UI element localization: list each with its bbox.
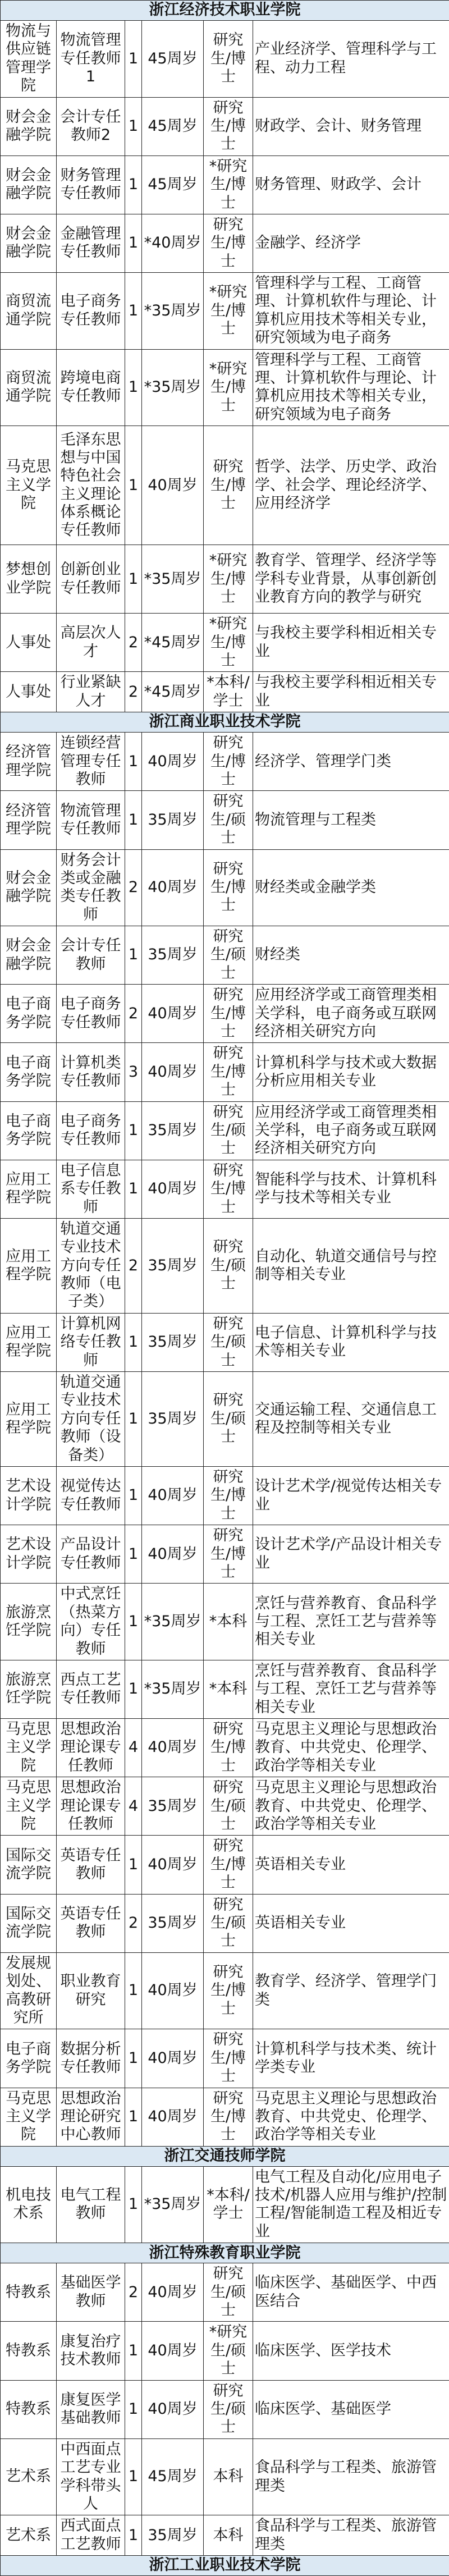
headcount-cell: 1: [125, 1160, 142, 1218]
dept-cell: 艺术设计学院: [1, 1467, 57, 1525]
major-cell: 自动化、轨道交通信号与控制等相关专业: [253, 1218, 449, 1313]
headcount-cell: 2: [125, 614, 142, 672]
table-row: [1, 614, 449, 672]
post-cell: 电气工程教师: [57, 2166, 125, 2243]
major-cell: 食品科学与工程类、旅游管理类: [253, 2438, 449, 2515]
dept-cell: 国际交流学院: [1, 1894, 57, 1952]
post-cell: 康复治疗技术教师: [57, 2322, 125, 2380]
table-row: [1, 1525, 449, 1584]
age-limit-cell: 40周岁: [142, 2029, 204, 2088]
table-row: [1, 926, 449, 985]
headcount-cell: 1: [125, 349, 142, 426]
major-cell: 马克思主义理论与思想政治教育、中共党史、伦理学、政治学等相关专业: [253, 1777, 449, 1836]
post-cell: 产品设计专任教师: [57, 1525, 125, 1584]
major-cell: 产业经济学、管理科学与工程、动力工程: [253, 21, 449, 98]
education-cell: 研究生/博士: [204, 1952, 253, 2029]
major-cell: 财务管理、财政学、会计: [253, 155, 449, 214]
age-limit-cell: 40周岁: [142, 2380, 204, 2438]
post-cell: 金融管理专任教师: [57, 214, 125, 272]
major-cell: 计算机科学与技术类、统计学类专业: [253, 2029, 449, 2088]
post-cell: 会计专任教师2: [57, 97, 125, 155]
post-cell: 电子信息系专任教师: [57, 1160, 125, 1218]
education-cell: *本科: [204, 1660, 253, 1718]
age-limit-cell: 40周岁: [142, 849, 204, 926]
post-cell: 物流管理专任教师: [57, 791, 125, 849]
major-cell: 教育学、管理学、经济学等学科专业背景，从事创新创业教育方向的教学与研究: [253, 545, 449, 614]
age-limit-cell: 40周岁: [142, 2263, 204, 2322]
table-row: [1, 985, 449, 1043]
headcount-cell: 1: [125, 426, 142, 545]
table-row: [1, 1584, 449, 1660]
education-cell: *研究生/硕士: [204, 2322, 253, 2380]
post-cell: 跨境电商专任教师: [57, 349, 125, 426]
major-cell: 设计艺术学/视觉传达相关专业: [253, 1467, 449, 1525]
age-limit-cell: 40周岁: [142, 2322, 204, 2380]
major-cell: 智能科学与技术、计算机科学与技术等相关专业: [253, 1160, 449, 1218]
education-cell: 研究生/硕士: [204, 1777, 253, 1836]
headcount-cell: 1: [125, 1584, 142, 1660]
age-limit-cell: 40周岁: [142, 1719, 204, 1777]
education-cell: *研究生/博士: [204, 273, 253, 350]
major-cell: 烹饪与营养教育、食品科学与工程、烹饪工艺与营养等相关专业: [253, 1584, 449, 1660]
headcount-cell: 2: [125, 1218, 142, 1313]
education-cell: 研究生/硕士: [204, 2380, 253, 2438]
headcount-cell: 1: [125, 1467, 142, 1525]
post-cell: 西式面点工艺教师: [57, 2515, 125, 2556]
post-cell: 连锁经营管理专任教师: [57, 733, 125, 791]
major-cell: 财经类或金融学类: [253, 849, 449, 926]
age-limit-cell: 40周岁: [142, 1952, 204, 2029]
education-cell: 研究生/博士: [204, 1525, 253, 1584]
dept-cell: 艺术系: [1, 2438, 57, 2515]
dept-cell: 财会金融学院: [1, 849, 57, 926]
age-limit-cell: 35周岁: [142, 1894, 204, 1952]
dept-cell: 电子商务学院: [1, 2029, 57, 2088]
major-cell: 临床医学、基础医学、中西医结合: [253, 2263, 449, 2322]
education-cell: *本科: [204, 1584, 253, 1660]
headcount-cell: 1: [125, 155, 142, 214]
major-cell: 马克思主义理论与思想政治教育、中共党史、伦理学、政治学等相关专业: [253, 2088, 449, 2146]
dept-cell: 商贸流通学院: [1, 273, 57, 350]
education-cell: 研究生/博士: [204, 849, 253, 926]
headcount-cell: 1: [125, 1101, 142, 1160]
major-cell: 电气工程及自动化/应用电子技术/机器人应用与维护/控制工程/智能制造工程及相近专业: [253, 2166, 449, 2243]
headcount-cell: 1: [125, 214, 142, 272]
education-cell: 研究生/博士: [204, 1043, 253, 1101]
table-row: [1, 1101, 449, 1160]
dept-cell: 特教系: [1, 2380, 57, 2438]
dept-cell: 发展规划处、高教研究所: [1, 1952, 57, 2029]
dept-cell: 电子商务学院: [1, 1043, 57, 1101]
headcount-cell: 2: [125, 985, 142, 1043]
post-cell: 视觉传达专任教师: [57, 1467, 125, 1525]
dept-cell: 机电技术系: [1, 2166, 57, 2243]
major-cell: 英语相关专业: [253, 1836, 449, 1894]
major-cell: 设计艺术学/产品设计相关专业: [253, 1525, 449, 1584]
table-row: [1, 1160, 449, 1218]
post-cell: 英语专任教师: [57, 1894, 125, 1952]
table-row: [1, 2029, 449, 2088]
dept-cell: 应用工程学院: [1, 1160, 57, 1218]
table-row: [1, 1043, 449, 1101]
post-cell: 英语专任教师: [57, 1836, 125, 1894]
table-row: [1, 1719, 449, 1777]
education-cell: 研究生/博士: [204, 2029, 253, 2088]
major-cell: 应用经济学或工商管理类相关学科，电子商务或互联网经济相关研究方向: [253, 985, 449, 1043]
education-cell: 研究生/博士: [204, 985, 253, 1043]
school-name: 浙江工业职业技术学院: [1, 2556, 449, 2576]
major-cell: 食品科学与工程类、旅游管理类: [253, 2515, 449, 2556]
headcount-cell: 1: [125, 2088, 142, 2146]
dept-cell: 马克思主义学院: [1, 426, 57, 545]
dept-cell: 艺术设计学院: [1, 1525, 57, 1584]
education-cell: 研究生/博士: [204, 97, 253, 155]
major-cell: 英语相关专业: [253, 1894, 449, 1952]
table-row: [1, 1777, 449, 1836]
dept-cell: 艺术系: [1, 2515, 57, 2556]
table-row: [1, 97, 449, 155]
post-cell: 中式烹饪（热菜方向）专任教师: [57, 1584, 125, 1660]
table-row: [1, 2088, 449, 2146]
headcount-cell: 1: [125, 2322, 142, 2380]
school-header-row: [1, 1, 449, 21]
education-cell: 研究生/博士: [204, 1160, 253, 1218]
headcount-cell: 1: [125, 2515, 142, 2556]
post-cell: 职业教育研究: [57, 1952, 125, 2029]
headcount-cell: 2: [125, 1894, 142, 1952]
education-cell: 研究生/硕士: [204, 2263, 253, 2322]
table-row: [1, 214, 449, 272]
major-cell: 哲学、法学、历史学、政治学、社会学、理论经济学、应用经济学: [253, 426, 449, 545]
post-cell: 电子商务专任教师: [57, 1101, 125, 1160]
major-cell: 计算机科学与技术或大数据分析应用相关专业: [253, 1043, 449, 1101]
education-cell: 研究生/博士: [204, 214, 253, 272]
school-header-row: [1, 2146, 449, 2166]
school-name: 浙江经济技术职业学院: [1, 1, 449, 21]
education-cell: *研究生/博士: [204, 349, 253, 426]
school-name: 浙江交通技师学院: [1, 2146, 449, 2166]
dept-cell: 特教系: [1, 2263, 57, 2322]
post-cell: 毛泽东思想与中国特色社会主义理论体系概论专任教师: [57, 426, 125, 545]
age-limit-cell: 35周岁: [142, 1777, 204, 1836]
headcount-cell: 1: [125, 1660, 142, 1718]
education-cell: 研究生/硕士: [204, 1894, 253, 1952]
school-header-row: [1, 712, 449, 733]
dept-cell: 应用工程学院: [1, 1313, 57, 1371]
headcount-cell: 1: [125, 2380, 142, 2438]
education-cell: 研究生/硕士: [204, 926, 253, 985]
major-cell: 临床医学、医学技术: [253, 2322, 449, 2380]
headcount-cell: 1: [125, 97, 142, 155]
table-row: [1, 1313, 449, 1371]
headcount-cell: 1: [125, 1836, 142, 1894]
age-limit-cell: 35周岁: [142, 926, 204, 985]
education-cell: *研究生/博士: [204, 545, 253, 614]
age-limit-cell: *40周岁: [142, 214, 204, 272]
table-row: [1, 1218, 449, 1313]
headcount-cell: 4: [125, 1719, 142, 1777]
age-limit-cell: *45周岁: [142, 672, 204, 712]
age-limit-cell: 45周岁: [142, 155, 204, 214]
table-row: [1, 1467, 449, 1525]
table-row: [1, 1894, 449, 1952]
major-cell: 金融学、经济学: [253, 214, 449, 272]
school-name: 浙江特殊教育职业学院: [1, 2243, 449, 2263]
education-cell: *研究生/博士: [204, 155, 253, 214]
table-row: [1, 1836, 449, 1894]
school-header-row: [1, 2243, 449, 2263]
major-cell: 临床医学、基础医学: [253, 2380, 449, 2438]
education-cell: 研究生/博士: [204, 733, 253, 791]
headcount-cell: 2: [125, 672, 142, 712]
table-row: [1, 2322, 449, 2380]
table-row: [1, 1372, 449, 1467]
education-cell: 研究生/博士: [204, 426, 253, 545]
dept-cell: 物流与供应链管理学院: [1, 21, 57, 98]
dept-cell: 经济管理学院: [1, 791, 57, 849]
age-limit-cell: 35周岁: [142, 1313, 204, 1371]
age-limit-cell: *35周岁: [142, 2166, 204, 2243]
dept-cell: 财会金融学院: [1, 97, 57, 155]
age-limit-cell: 35周岁: [142, 2515, 204, 2556]
headcount-cell: 1: [125, 2166, 142, 2243]
age-limit-cell: 40周岁: [142, 733, 204, 791]
dept-cell: 经济管理学院: [1, 733, 57, 791]
table-row: [1, 2263, 449, 2322]
dept-cell: 财会金融学院: [1, 926, 57, 985]
post-cell: 电子商务专任教师: [57, 273, 125, 350]
headcount-cell: 1: [125, 2438, 142, 2515]
dept-cell: 商贸流通学院: [1, 349, 57, 426]
table-row: [1, 791, 449, 849]
age-limit-cell: 45周岁: [142, 2438, 204, 2515]
education-cell: 研究生/博士: [204, 2088, 253, 2146]
education-cell: 本科: [204, 2438, 253, 2515]
post-cell: 高层次人才: [57, 614, 125, 672]
post-cell: 数据分析专任教师: [57, 2029, 125, 2088]
education-cell: 研究生/硕士: [204, 791, 253, 849]
post-cell: 思想政治理论课专任教师: [57, 1719, 125, 1777]
age-limit-cell: *35周岁: [142, 349, 204, 426]
major-cell: 财经类: [253, 926, 449, 985]
age-limit-cell: 40周岁: [142, 1525, 204, 1584]
table-row: [1, 155, 449, 214]
dept-cell: 财会金融学院: [1, 155, 57, 214]
post-cell: 创新创业专任教师: [57, 545, 125, 614]
age-limit-cell: 40周岁: [142, 2088, 204, 2146]
dept-cell: 电子商务学院: [1, 985, 57, 1043]
education-cell: 研究生/博士: [204, 21, 253, 98]
headcount-cell: 1: [125, 545, 142, 614]
school-name: 浙江商业职业技术学院: [1, 712, 449, 733]
age-limit-cell: 40周岁: [142, 1160, 204, 1218]
headcount-cell: 1: [125, 1372, 142, 1467]
education-cell: 研究生/硕士: [204, 1313, 253, 1371]
age-limit-cell: *35周岁: [142, 545, 204, 614]
age-limit-cell: 40周岁: [142, 1467, 204, 1525]
table-row: [1, 1952, 449, 2029]
age-limit-cell: 45周岁: [142, 21, 204, 98]
post-cell: 思想政治理论研究中心教师: [57, 2088, 125, 2146]
headcount-cell: 2: [125, 2263, 142, 2322]
major-cell: 与我校主要学科相近相关专业: [253, 614, 449, 672]
headcount-cell: 1: [125, 733, 142, 791]
table-row: [1, 672, 449, 712]
age-limit-cell: 40周岁: [142, 985, 204, 1043]
headcount-cell: 1: [125, 1525, 142, 1584]
education-cell: 研究生/硕士: [204, 1101, 253, 1160]
major-cell: 应用经济学或工商管理类相关学科，电子商务或互联网经济相关研究方向: [253, 1101, 449, 1160]
headcount-cell: 1: [125, 1952, 142, 2029]
dept-cell: 马克思主义学院: [1, 2088, 57, 2146]
dept-cell: 财会金融学院: [1, 214, 57, 272]
dept-cell: 马克思主义学院: [1, 1719, 57, 1777]
education-cell: 研究生/博士: [204, 1836, 253, 1894]
post-cell: 计算机网络专任教师: [57, 1313, 125, 1371]
dept-cell: 电子商务学院: [1, 1101, 57, 1160]
major-cell: 经济学、管理学门类: [253, 733, 449, 791]
table-row: [1, 545, 449, 614]
table-row: [1, 349, 449, 426]
age-limit-cell: 40周岁: [142, 426, 204, 545]
major-cell: 马克思主义理论与思想政治教育、中共党史、伦理学、政治学等相关专业: [253, 1719, 449, 1777]
post-cell: 会计专任教师: [57, 926, 125, 985]
headcount-cell: 4: [125, 1777, 142, 1836]
education-cell: *研究生/博士: [204, 614, 253, 672]
age-limit-cell: 35周岁: [142, 791, 204, 849]
age-limit-cell: 35周岁: [142, 1372, 204, 1467]
age-limit-cell: 40周岁: [142, 1836, 204, 1894]
table-row: [1, 273, 449, 350]
post-cell: 计算机类专任教师: [57, 1043, 125, 1101]
age-limit-cell: 35周岁: [142, 1218, 204, 1313]
major-cell: 管理科学与工程、工商管理、计算机软件与理论、计算机应用技术等相关专业，研究领域为电子商务: [253, 273, 449, 350]
headcount-cell: 1: [125, 273, 142, 350]
post-cell: 轨道交通专业技术方向专任教师（设备类）: [57, 1372, 125, 1467]
headcount-cell: 1: [125, 2029, 142, 2088]
headcount-cell: 1: [125, 21, 142, 98]
post-cell: 财务管理专任教师: [57, 155, 125, 214]
age-limit-cell: 35周岁: [142, 1101, 204, 1160]
age-limit-cell: *35周岁: [142, 1584, 204, 1660]
major-cell: 财政学、会计、财务管理: [253, 97, 449, 155]
headcount-cell: 1: [125, 791, 142, 849]
table-row: [1, 426, 449, 545]
table-row: [1, 2515, 449, 2556]
major-cell: 烹饪与营养教育、食品科学与工程、烹饪工艺与营养等相关专业: [253, 1660, 449, 1718]
dept-cell: 人事处: [1, 672, 57, 712]
education-cell: 研究生/硕士: [204, 1372, 253, 1467]
headcount-cell: 2: [125, 849, 142, 926]
table-row: [1, 849, 449, 926]
dept-cell: 马克思主义学院: [1, 1777, 57, 1836]
table-row: [1, 2166, 449, 2243]
post-cell: 轨道交通专业技术方向专任教师（电子类）: [57, 1218, 125, 1313]
dept-cell: 梦想创业学院: [1, 545, 57, 614]
headcount-cell: 3: [125, 1043, 142, 1101]
education-cell: 本科: [204, 2515, 253, 2556]
education-cell: 研究生/博士: [204, 1719, 253, 1777]
table-row: [1, 21, 449, 98]
dept-cell: 特教系: [1, 2322, 57, 2380]
post-cell: 中西面点工艺专业学科带头人: [57, 2438, 125, 2515]
post-cell: 思想政治理论课专任教师: [57, 1777, 125, 1836]
age-limit-cell: *35周岁: [142, 1660, 204, 1718]
post-cell: 行业紧缺人才: [57, 672, 125, 712]
age-limit-cell: *45周岁: [142, 614, 204, 672]
major-cell: 物流管理与工程类: [253, 791, 449, 849]
post-cell: 财务会计类或金融类专任教师: [57, 849, 125, 926]
education-cell: 研究生/硕士: [204, 1218, 253, 1313]
dept-cell: 人事处: [1, 614, 57, 672]
major-cell: 与我校主要学科相近相关专业: [253, 672, 449, 712]
dept-cell: 国际交流学院: [1, 1836, 57, 1894]
dept-cell: 应用工程学院: [1, 1372, 57, 1467]
major-cell: 教育学、经济学、管理学门类: [253, 1952, 449, 2029]
table-row: [1, 2438, 449, 2515]
table-row: [1, 1660, 449, 1718]
education-cell: *本科/学士: [204, 2166, 253, 2243]
age-limit-cell: *35周岁: [142, 273, 204, 350]
table-row: [1, 733, 449, 791]
school-header-row: [1, 2556, 449, 2576]
post-cell: 康复医学基础教师: [57, 2380, 125, 2438]
education-cell: *本科/学士: [204, 672, 253, 712]
dept-cell: 应用工程学院: [1, 1218, 57, 1313]
post-cell: 电子商务专任教师: [57, 985, 125, 1043]
dept-cell: 旅游烹饪学院: [1, 1660, 57, 1718]
headcount-cell: 1: [125, 926, 142, 985]
dept-cell: 旅游烹饪学院: [1, 1584, 57, 1660]
major-cell: 交通运输工程、交通信息工程及控制等相关专业: [253, 1372, 449, 1467]
education-cell: 研究生/博士: [204, 1467, 253, 1525]
post-cell: 基础医学教师: [57, 2263, 125, 2322]
major-cell: 电子信息、计算机科学与技术等相关专业: [253, 1313, 449, 1371]
post-cell: 物流管理专任教师1: [57, 21, 125, 98]
age-limit-cell: 40周岁: [142, 1043, 204, 1101]
table-row: [1, 2380, 449, 2438]
age-limit-cell: 45周岁: [142, 97, 204, 155]
headcount-cell: 1: [125, 1313, 142, 1371]
major-cell: 管理科学与工程、工商管理、计算机软件与理论、计算机应用技术等相关专业，研究领域为电子商务: [253, 349, 449, 426]
post-cell: 西点工艺专任教师: [57, 1660, 125, 1718]
